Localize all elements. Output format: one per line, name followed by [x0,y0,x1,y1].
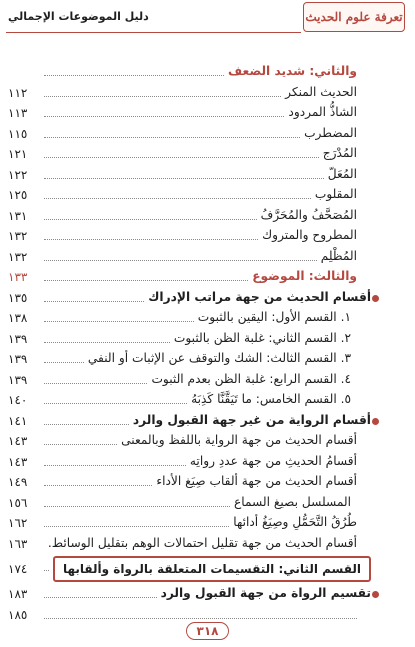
toc-entry [0,165,415,186]
toc-entry-page: ١١٢ [8,85,28,100]
dot-leader [44,321,194,322]
toc-entry-title: ٥. القسم الخامس: ما تَيَقَّنَّا كَذِبَهُ [191,392,351,406]
toc-entry-page: ١٣٨ [8,311,28,325]
toc-entry-title: ١. القسم الأول: اليقين بالثبوت [197,310,351,324]
toc-entry-title: والثالث: الموضوع [252,269,357,283]
dot-leader [44,260,317,261]
toc-entry-title: أقسام الحديث من جهة مراتب الإدراك [148,289,371,304]
toc-entry-page: ١٤٠ [8,393,28,407]
toc-entry-title: المطروح والمتروك [262,228,357,242]
toc-entry [0,83,415,104]
toc-entry-title: أقسامُ الحديثِ من جهة عددِ رواتِه [189,453,357,468]
page-header [0,0,415,34]
toc-entry-page: ١٣٥ [8,290,28,305]
toc-entry [0,349,415,370]
dot-leader [44,362,84,363]
running-section-title: دليل الموضوعات الإجمالي [8,10,149,23]
toc-entry-page: ١٨٣ [8,587,28,601]
toc-entry [0,452,415,473]
dot-leader [44,618,357,619]
toc-entry [0,329,415,350]
dot-leader [44,96,281,97]
dot-leader [44,570,49,571]
toc-entry [0,390,415,411]
page-number: ٣١٨ [186,622,230,640]
dot-leader [44,301,144,302]
toc-entry [0,124,415,145]
toc-entry [0,288,415,309]
toc-entry [0,144,415,165]
table-of-contents [0,62,415,625]
toc-entry [0,431,415,452]
toc-entry-title: أقسام الحديث من جهة ألقاب صِيَغ الأداء [156,474,357,488]
bullet-icon [372,295,379,302]
toc-entry [0,534,415,555]
toc-entry-page: ١٣١ [8,208,28,223]
toc-entry-page: ١٣٢ [8,229,28,243]
bullet-icon [372,418,379,425]
toc-entry-page: ١٣٩ [8,331,28,346]
dot-leader [44,157,319,158]
dot-leader [44,403,187,404]
dot-leader [44,342,170,343]
toc-entry-page: ١٤٩ [8,475,28,489]
toc-entry [0,206,415,227]
dot-leader [44,465,186,466]
toc-entry-title: ٣. القسم الثالث: الشك والتوقف عن الإثبات أو النفي [87,351,351,365]
toc-entry [0,247,415,268]
toc-entry-page: ١٢٢ [8,167,28,182]
toc-entry [0,493,415,514]
toc-entry [0,370,415,391]
toc-entry-page: ١٤١ [8,413,28,428]
toc-entry-title: ٢. القسم الثاني: غلبة الظن بالثبوت [173,330,351,345]
toc-entry [0,103,415,124]
toc-entry-page: ١٤٣ [8,454,28,469]
dot-leader [44,526,229,527]
toc-entry-title: المُعَلّ [327,166,357,181]
toc-entry-page: ١٨٥ [8,607,28,622]
toc-entry-page: ١٦٣ [8,536,28,551]
toc-entry-title: المضطرب [304,125,357,140]
dot-leader [44,383,147,384]
toc-entry-page: ١٣٣ [8,270,28,284]
dot-leader [44,219,257,220]
toc-entry [0,226,415,247]
toc-entry-title: القسم الثاني: التقسيمات المتعلقة بالرواة وألقابها [53,556,371,582]
toc-entry-title: أقسام الرواية من غير جهة القبول والرد [132,412,371,427]
book-title: تعرفة علوم الحديث [305,10,403,24]
toc-entry-page: ١١٣ [8,106,28,120]
toc-entry-title: المُدْرَج [322,146,357,160]
toc-entry [0,267,415,288]
toc-entry-title: المسلسل بصيغ السماع [233,494,351,509]
header-rule [6,32,301,33]
dot-leader [44,178,324,179]
toc-entry-title: أقسام الحديث من جهة الرواية باللفظ وبالمعنى [121,433,357,447]
toc-entry-title: طُرُقُ التَّحَمُّلِ وصِيَغُ أدائها [233,515,357,529]
page-number-frame [0,620,415,640]
toc-entry-title: والثاني: شديد الضعف [228,64,357,78]
toc-entry [0,185,415,206]
dot-leader [44,116,284,117]
toc-entry [0,584,415,605]
toc-entry-title: أقسام الحديث من جهة تقليل احتمالات الوهم بتقليل الوسائط. [47,535,357,550]
toc-entry-page: ١٢٥ [8,188,28,202]
dot-leader [44,444,117,445]
dot-leader [44,597,157,598]
bullet-icon [372,591,379,598]
toc-entry-page: ١٣٢ [8,249,28,264]
toc-entry-title: ٤. القسم الرابع: غلبة الظن بعدم الثبوت [151,371,351,386]
dot-leader [44,485,152,486]
toc-entry-page: ١٧٤ [8,562,28,576]
dot-leader [44,239,258,240]
dot-leader [44,198,311,199]
toc-entry-title: الحديث المنكر [285,84,357,99]
toc-entry-page: ١٣٩ [8,372,28,387]
dot-leader [44,137,300,138]
toc-entry-page: ١٥٦ [8,495,28,510]
toc-entry-page: ١٢١ [8,147,28,161]
dot-leader [44,506,230,507]
toc-entry-page: ١١٥ [8,126,28,141]
dot-leader [44,75,224,76]
dot-leader [44,280,248,281]
toc-entry-title: المُظْلِم [320,248,357,263]
toc-entry-title: المقلوب [314,187,357,201]
toc-entry [0,472,415,493]
toc-entry-title: الشاذُّ المردود [288,105,357,119]
toc-entry [0,411,415,432]
toc-entry-page: ١٤٣ [8,434,28,448]
toc-entry-page: ١٣٩ [8,352,28,366]
toc-entry [0,554,415,584]
book-title-frame [303,2,405,32]
dot-leader [44,424,129,425]
toc-entry-title: المُصَحَّفُ والمُحَرَّفُ [260,207,357,222]
toc-entry [0,62,415,83]
toc-entry [0,513,415,534]
toc-entry [0,308,415,329]
toc-entry-title: تقسيم الرواة من جهة القبول والرد [160,586,371,600]
toc-entry-page: ١٦٢ [8,516,28,530]
